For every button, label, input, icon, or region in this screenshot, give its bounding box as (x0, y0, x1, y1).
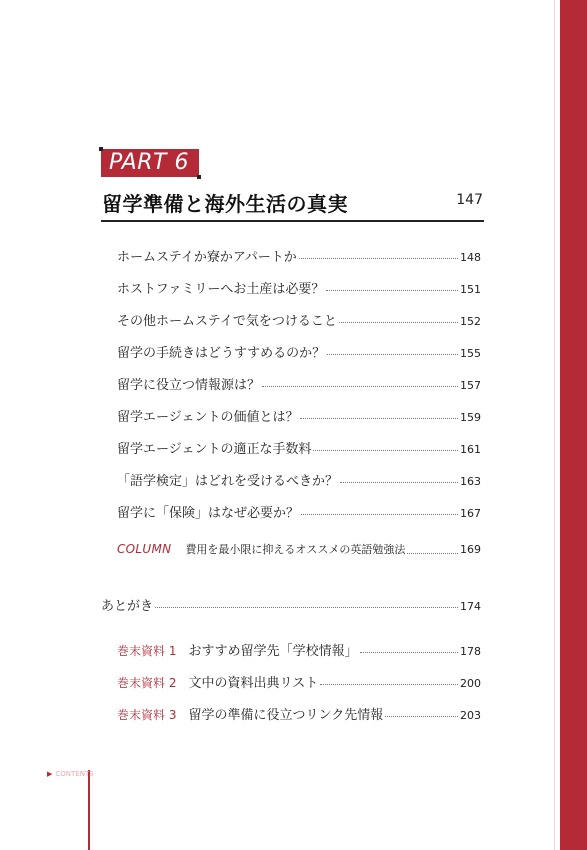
column-entry[interactable] (117, 541, 481, 561)
leader-dots (301, 514, 458, 515)
footer-rule (88, 770, 90, 850)
toc-entry-page: 155 (460, 347, 481, 360)
afterword-entry[interactable] (101, 595, 481, 615)
part-title: 留学準備と海外生活の真実 (102, 192, 348, 216)
toc-entry-label: ホームステイか寮かアパートか (117, 250, 297, 265)
toc-entry-page: 169 (460, 543, 481, 556)
toc-entry-page: 148 (460, 251, 481, 264)
toc-entry-label: おすすめ留学先「学校情報」 (188, 644, 358, 659)
leader-dots (360, 652, 458, 653)
toc-entry-page: 159 (460, 411, 481, 424)
toc-entry-label: その他ホームステイで気をつけること (117, 314, 337, 329)
toc-entry-page: 167 (460, 507, 481, 520)
toc-entry-label: 留学の手続きはどうすすめるのか？ (117, 346, 326, 361)
toc-entry-label: 留学に役立つ情報源は？ (117, 378, 261, 393)
leader-dots (340, 482, 458, 483)
leader-dots (300, 418, 458, 419)
appendix-entry[interactable] (117, 672, 481, 692)
toc-entry-label: 「語学検定」はどれを受けるべきか？ (117, 474, 339, 489)
toc-entry-label: ホストファミリーへお土産は必要？ (117, 282, 325, 297)
toc-entry-page: 203 (460, 709, 481, 722)
toc-entry-page: 163 (460, 475, 481, 488)
leader-dots (326, 290, 458, 291)
right-edge-line (554, 0, 555, 850)
toc-entry-page: 151 (460, 283, 481, 296)
toc-entry-label: あとがき (101, 599, 154, 614)
toc-entry-label: 留学エージェントの価値とは？ (117, 410, 299, 425)
footer-label: CONTENTS (55, 770, 94, 778)
appendix-prefix: 巻末資料 1 (117, 644, 177, 658)
toc-entry-label: 留学エージェントの適正な手数料 (117, 442, 312, 457)
badge-corner-mark (197, 175, 201, 179)
leader-dots (299, 258, 458, 259)
toc-entry-page: 178 (460, 645, 481, 658)
badge-corner-mark (99, 147, 103, 151)
leader-dots (327, 354, 458, 355)
title-underline (101, 220, 484, 222)
leader-dots (262, 386, 458, 387)
leader-dots (155, 607, 458, 608)
toc-entry-page: 161 (460, 443, 481, 456)
leader-dots (320, 684, 458, 685)
toc-entry[interactable] (117, 342, 481, 362)
appendix-prefix: 巻末資料 2 (117, 676, 177, 690)
toc-entry-label: 文中の資料出典リスト (188, 676, 319, 691)
toc-entry[interactable] (117, 406, 481, 426)
column-tag: COLUMN (117, 542, 172, 556)
toc-entry-page: 174 (460, 600, 481, 613)
toc-entry[interactable] (117, 470, 481, 490)
leader-dots (339, 322, 458, 323)
toc-entry[interactable] (117, 278, 481, 298)
leader-dots (407, 553, 458, 554)
toc-entry[interactable] (117, 438, 481, 458)
toc-entry[interactable] (117, 246, 481, 266)
toc-entry-label: 留学の準備に役立つリンク先情報 (188, 708, 384, 723)
right-edge-strip (560, 0, 587, 850)
toc-entry-page: 200 (460, 677, 481, 690)
footer-mark (47, 770, 94, 778)
toc-entry-page: 157 (460, 379, 481, 392)
toc-entry[interactable] (117, 374, 481, 394)
part-badge (101, 149, 199, 177)
leader-dots (313, 450, 458, 451)
part-badge-label: PART 6 (109, 150, 189, 175)
toc-entry[interactable] (117, 310, 481, 330)
toc-entry-label: 留学に「保険」はなぜ必要か？ (117, 506, 300, 521)
triangle-icon: ▶ (47, 770, 53, 778)
toc-entry-label: 費用を最小限に抑えるオススメの英語勉強法 (185, 543, 406, 556)
part-page-number: 147 (456, 192, 483, 208)
leader-dots (385, 716, 458, 717)
appendix-entry[interactable] (117, 640, 481, 660)
toc-entry[interactable] (117, 502, 481, 522)
appendix-entry[interactable] (117, 704, 481, 724)
appendix-prefix: 巻末資料 3 (117, 708, 177, 722)
toc-entry-page: 152 (460, 315, 481, 328)
